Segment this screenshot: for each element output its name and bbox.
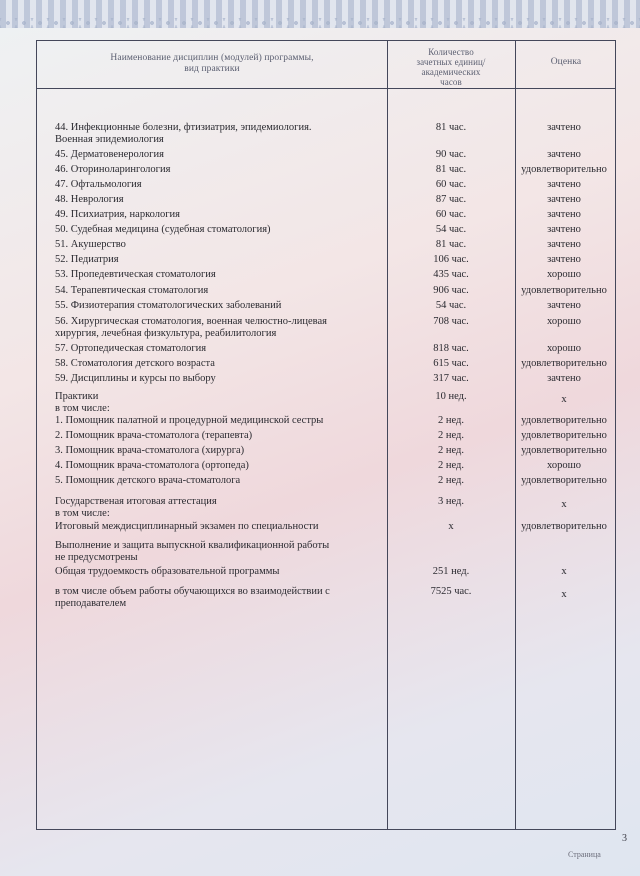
hours-value: 2 нед. (438, 460, 464, 471)
hours-value: 818 час. (433, 343, 469, 354)
grade-value: удовлетворительно (521, 415, 607, 426)
discipline-name: в том числе объем работы обучающихся во взаимодействии с преподавателем (55, 586, 330, 609)
grade-value: хорошо (547, 343, 581, 354)
hours-value: 60 час. (435, 179, 467, 190)
hours-value: 10 нед. (435, 391, 467, 402)
discipline-name: 52. Педиатрия (55, 254, 119, 265)
hours-value: 81 час. (435, 164, 467, 175)
page-number: 3 (622, 833, 627, 844)
discipline-name: Выполнение и защита выпускной квалификационной работы не предусмотрены (55, 540, 330, 563)
discipline-name: Общая трудоемкость образовательной программы (55, 566, 280, 577)
footer-label: Страница (568, 850, 601, 859)
discipline-name: 59. Дисциплины и курсы по выбору (55, 373, 216, 384)
decorative-border (0, 0, 640, 28)
hours-value: 251 нед. (432, 566, 470, 577)
hours-value: 3 нед. (438, 496, 464, 507)
grade-value: удовлетворительно (521, 521, 607, 532)
header-hours: Количество зачетных единиц/ академических часов (416, 47, 486, 87)
grade-value: хорошо (547, 269, 581, 280)
discipline-name: Практики в том числе: (55, 391, 110, 414)
hours-value: 2 нед. (438, 415, 464, 426)
hours-value: 2 нед. (438, 445, 464, 456)
discipline-name: 1. Помощник палатной и процедурной медицинской сестры (55, 415, 324, 426)
hours-value: 906 час. (433, 285, 469, 296)
hours-value: 87 час. (435, 194, 467, 205)
header-divider (37, 88, 615, 89)
discipline-name: 45. Дерматовенерология (55, 149, 164, 160)
discipline-name: 58. Стоматология детского возраста (55, 358, 215, 369)
discipline-name: Государственая итоговая аттестация в том числе: (55, 496, 217, 519)
discipline-name: 5. Помощник детского врача-стоматолога (55, 475, 241, 486)
hours-value: 90 час. (435, 149, 467, 160)
grade-value: зачтено (547, 373, 581, 384)
grade-value: удовлетворительно (521, 358, 607, 369)
grade-value: зачтено (547, 149, 581, 160)
grade-value: удовлетворительно (521, 164, 607, 175)
hours-value: 81 час. (435, 122, 467, 133)
grade-value: зачтено (547, 179, 581, 190)
grade-value: зачтено (547, 122, 581, 133)
discipline-name: 57. Ортопедическая стоматология (55, 343, 207, 354)
grade-value: зачтено (547, 239, 581, 250)
grade-value: зачтено (547, 254, 581, 265)
grade-value: х (561, 589, 567, 600)
discipline-name: 3. Помощник врача-стоматолога (хирурга) (55, 445, 245, 456)
hours-value: 435 час. (433, 269, 469, 280)
discipline-name: 48. Неврология (55, 194, 124, 205)
grade-value: зачтено (547, 300, 581, 311)
discipline-name: 54. Терапевтическая стоматология (55, 285, 209, 296)
hours-value: 60 час. (435, 209, 467, 220)
grade-value: хорошо (547, 316, 581, 327)
hours-value: 2 нед. (438, 430, 464, 441)
discipline-name: 46. Оториноларингология (55, 164, 171, 175)
discipline-name: 4. Помощник врача-стоматолога (ортопеда) (55, 460, 249, 471)
hours-value: 708 час. (433, 316, 469, 327)
discipline-name: 44. Инфекционные болезни, фтизиатрия, эпидемиология. Военная эпидемиология (55, 122, 312, 145)
grade-value: х (561, 394, 567, 405)
grade-value: удовлетворительно (521, 475, 607, 486)
grades-table (36, 40, 616, 830)
hours-value: 615 час. (433, 358, 469, 369)
grade-value: зачтено (547, 194, 581, 205)
discipline-name: 53. Пропедевтическая стоматология (55, 269, 216, 280)
discipline-name: Итоговый междисциплинарный экзамен по специальности (55, 521, 319, 532)
hours-value: 7525 час. (430, 586, 472, 597)
header-grade: Оценка (550, 57, 582, 67)
grade-value: удовлетворительно (521, 285, 607, 296)
grade-value: х (561, 499, 567, 510)
hours-value: 2 нед. (438, 475, 464, 486)
grade-value: зачтено (547, 209, 581, 220)
grade-value: хорошо (547, 460, 581, 471)
hours-value: х (448, 521, 454, 532)
grade-value: зачтено (547, 224, 581, 235)
discipline-name: 47. Офтальмология (55, 179, 142, 190)
header-discipline: Наименование дисциплин (модулей) программы, вид практики (110, 53, 314, 74)
discipline-name: 50. Судебная медицина (судебная стоматология) (55, 224, 271, 235)
discipline-name: 49. Психиатрия, наркология (55, 209, 180, 220)
discipline-name: 51. Акушерство (55, 239, 126, 250)
hours-value: 54 час. (435, 300, 467, 311)
hours-value: 81 час. (435, 239, 467, 250)
hours-value: 106 час. (433, 254, 469, 265)
discipline-name: 56. Хирургическая стоматология, военная челюстно-лицевая хирургия, лечебная физкультура, реабилитология (55, 316, 327, 339)
grade-value: х (561, 566, 567, 577)
hours-value: 54 час. (435, 224, 467, 235)
discipline-name: 55. Физиотерапия стоматологических заболеваний (55, 300, 282, 311)
hours-value: 317 час. (433, 373, 469, 384)
column-divider (387, 41, 388, 829)
grade-value: удовлетворительно (521, 430, 607, 441)
discipline-name: 2. Помощник врача-стоматолога (терапевта) (55, 430, 253, 441)
grade-value: удовлетворительно (521, 445, 607, 456)
